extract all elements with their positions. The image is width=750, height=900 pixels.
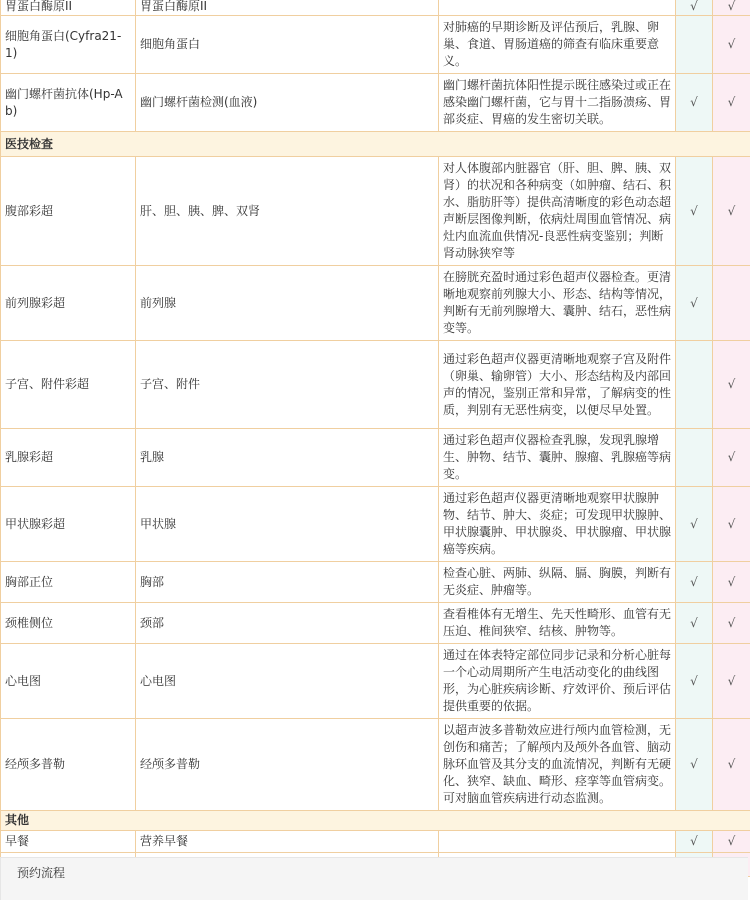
- package-1-check-cell: √: [676, 266, 713, 341]
- item-name-cell: 子宫、附件彩超: [1, 341, 136, 429]
- item-description-cell: 在膀胱充盈时通过彩色超声仪器检查。更清晰地观察前列腺大小、形态、结构等情况，判断有无前列腺增大、囊肿、结石，恶性病变等。: [439, 266, 676, 341]
- package-2-check-cell: √: [713, 719, 750, 811]
- item-detail-cell: 细胞角蛋白: [136, 16, 439, 74]
- table-row: [1, 16, 750, 74]
- item-description-cell: 通过在体表特定部位同步记录和分析心脏每一个心动周期所产生电活动变化的曲线图形，为心脏疾病诊断、疗效评价、预后评估提供重要的依据。: [439, 644, 676, 719]
- table-row: [1, 266, 750, 341]
- item-detail-cell: 心电图: [136, 644, 439, 719]
- package-2-check-cell: √: [713, 0, 750, 16]
- package-2-check-cell: √: [713, 429, 750, 487]
- item-description-cell: [439, 0, 676, 16]
- package-2-check-cell: √: [713, 341, 750, 429]
- item-detail-cell: 子宫、附件: [136, 341, 439, 429]
- item-description-cell: 通过彩色超声仪器更清晰地观察子宫及附件（卵巢、输卵管）大小、形态结构及内部回声的情况，鉴别正常和异常，了解病变的性质，判别有无恶性病变，以便尽早处置。: [439, 341, 676, 429]
- table-row: [1, 644, 750, 719]
- item-description-cell: 对肺癌的早期诊断及评估预后，乳腺、卵巢、食道、胃肠道癌的筛查有临床重要意义。: [439, 16, 676, 74]
- section-title: 医技检查: [1, 132, 750, 157]
- package-1-check-cell: √: [676, 644, 713, 719]
- item-name-cell: 腹部彩超: [1, 157, 136, 266]
- item-name-cell: 颈椎侧位: [1, 603, 136, 644]
- package-2-check-cell: √: [713, 603, 750, 644]
- item-name-cell: 细胞角蛋白(Cyfra21-1): [1, 16, 136, 74]
- section-title: 其他: [1, 811, 750, 831]
- item-description-cell: [439, 831, 676, 853]
- item-name-cell: 经颅多普勒: [1, 719, 136, 811]
- table-row: [1, 74, 750, 132]
- package-2-check-cell: √: [713, 157, 750, 266]
- item-detail-cell: 经颅多普勒: [136, 719, 439, 811]
- package-1-check-cell: √: [676, 562, 713, 603]
- item-detail-cell: 胸部: [136, 562, 439, 603]
- table-row: [1, 0, 750, 16]
- table-row: [1, 603, 750, 644]
- package-1-check-cell: √: [676, 603, 713, 644]
- package-2-check-cell: √: [713, 644, 750, 719]
- item-detail-cell: 乳腺: [136, 429, 439, 487]
- package-1-check-cell: [676, 429, 713, 487]
- item-description-cell: 以超声波多普勒效应进行颅内血管检测，无创伤和痛苦；了解颅内及颅外各血管、脑动脉环血管及其分支的血流情况，判断有无硬化、狭窄、缺血、畸形、痉挛等血管病变。可对脑血管疾病进行动态监测。: [439, 719, 676, 811]
- item-description-cell: 对人体腹部内脏器官（肝、胆、脾、胰、双肾）的状况和各种病变（如肿瘤、结石、积水、脂肪肝等）提供高清晰度的彩色动态超声断层图像判断，依病灶周围血管情况、病灶内血流血供情况-良恶性病变鉴别；判断肾动脉狭窄等: [439, 157, 676, 266]
- package-2-check-cell: √: [713, 487, 750, 562]
- section-header: [1, 132, 750, 157]
- table-row: [1, 429, 750, 487]
- item-detail-cell: 营养早餐: [136, 831, 439, 853]
- package-2-check-cell: √: [713, 16, 750, 74]
- item-detail-cell: 甲状腺: [136, 487, 439, 562]
- package-1-check-cell: √: [676, 74, 713, 132]
- item-name-cell: 胃蛋白酶原II: [1, 0, 136, 16]
- package-2-check-cell: √: [713, 74, 750, 132]
- booking-process-header: [0, 857, 748, 900]
- table-row: [1, 341, 750, 429]
- item-description-cell: 检查心脏、两肺、纵隔、膈、胸膜，判断有无炎症、肿瘤等。: [439, 562, 676, 603]
- item-description-cell: 通过彩色超声仪器检查乳腺，发现乳腺增生、肿物、结节、囊肿、腺瘤、乳腺癌等病变。: [439, 429, 676, 487]
- package-1-check-cell: √: [676, 0, 713, 16]
- package-2-check-cell: √: [713, 562, 750, 603]
- item-name-cell: 心电图: [1, 644, 136, 719]
- booking-process-title: 预约流程: [17, 866, 66, 880]
- item-name-cell: 早餐: [1, 831, 136, 853]
- item-detail-cell: 颈部: [136, 603, 439, 644]
- item-description-cell: 查看椎体有无增生、先天性畸形、血管有无压迫、椎间狭窄、结核、肿物等。: [439, 603, 676, 644]
- table-row: [1, 831, 750, 853]
- item-detail-cell: 胃蛋白酶原II: [136, 0, 439, 16]
- item-detail-cell: 幽门螺杆菌检测(血液): [136, 74, 439, 132]
- item-name-cell: 乳腺彩超: [1, 429, 136, 487]
- item-detail-cell: 前列腺: [136, 266, 439, 341]
- table-row: [1, 157, 750, 266]
- item-name-cell: 胸部正位: [1, 562, 136, 603]
- item-description-cell: 通过彩色超声仪器更清晰地观察甲状腺肿物、结节、肿大、炎症；可发现甲状腺肿、甲状腺囊肿、甲状腺炎、甲状腺瘤、甲状腺癌等疾病。: [439, 487, 676, 562]
- item-description-cell: 幽门螺杆菌抗体阳性提示既往感染过或正在感染幽门螺杆菌，它与胃十二指肠溃疡、胃部炎症、胃癌的发生密切关联。: [439, 74, 676, 132]
- item-name-cell: 甲状腺彩超: [1, 487, 136, 562]
- package-1-check-cell: [676, 16, 713, 74]
- section-header: [1, 811, 750, 831]
- table-row: [1, 719, 750, 811]
- package-1-check-cell: √: [676, 157, 713, 266]
- package-2-check-cell: √: [713, 831, 750, 853]
- package-1-check-cell: √: [676, 719, 713, 811]
- item-detail-cell: 肝、胆、胰、脾、双肾: [136, 157, 439, 266]
- package-1-check-cell: √: [676, 831, 713, 853]
- item-name-cell: 幽门螺杆菌抗体(Hp-Ab): [1, 74, 136, 132]
- item-name-cell: 前列腺彩超: [1, 266, 136, 341]
- table-row: [1, 562, 750, 603]
- package-1-check-cell: √: [676, 487, 713, 562]
- table-row: [1, 487, 750, 562]
- package-1-check-cell: [676, 341, 713, 429]
- package-2-check-cell: [713, 266, 750, 341]
